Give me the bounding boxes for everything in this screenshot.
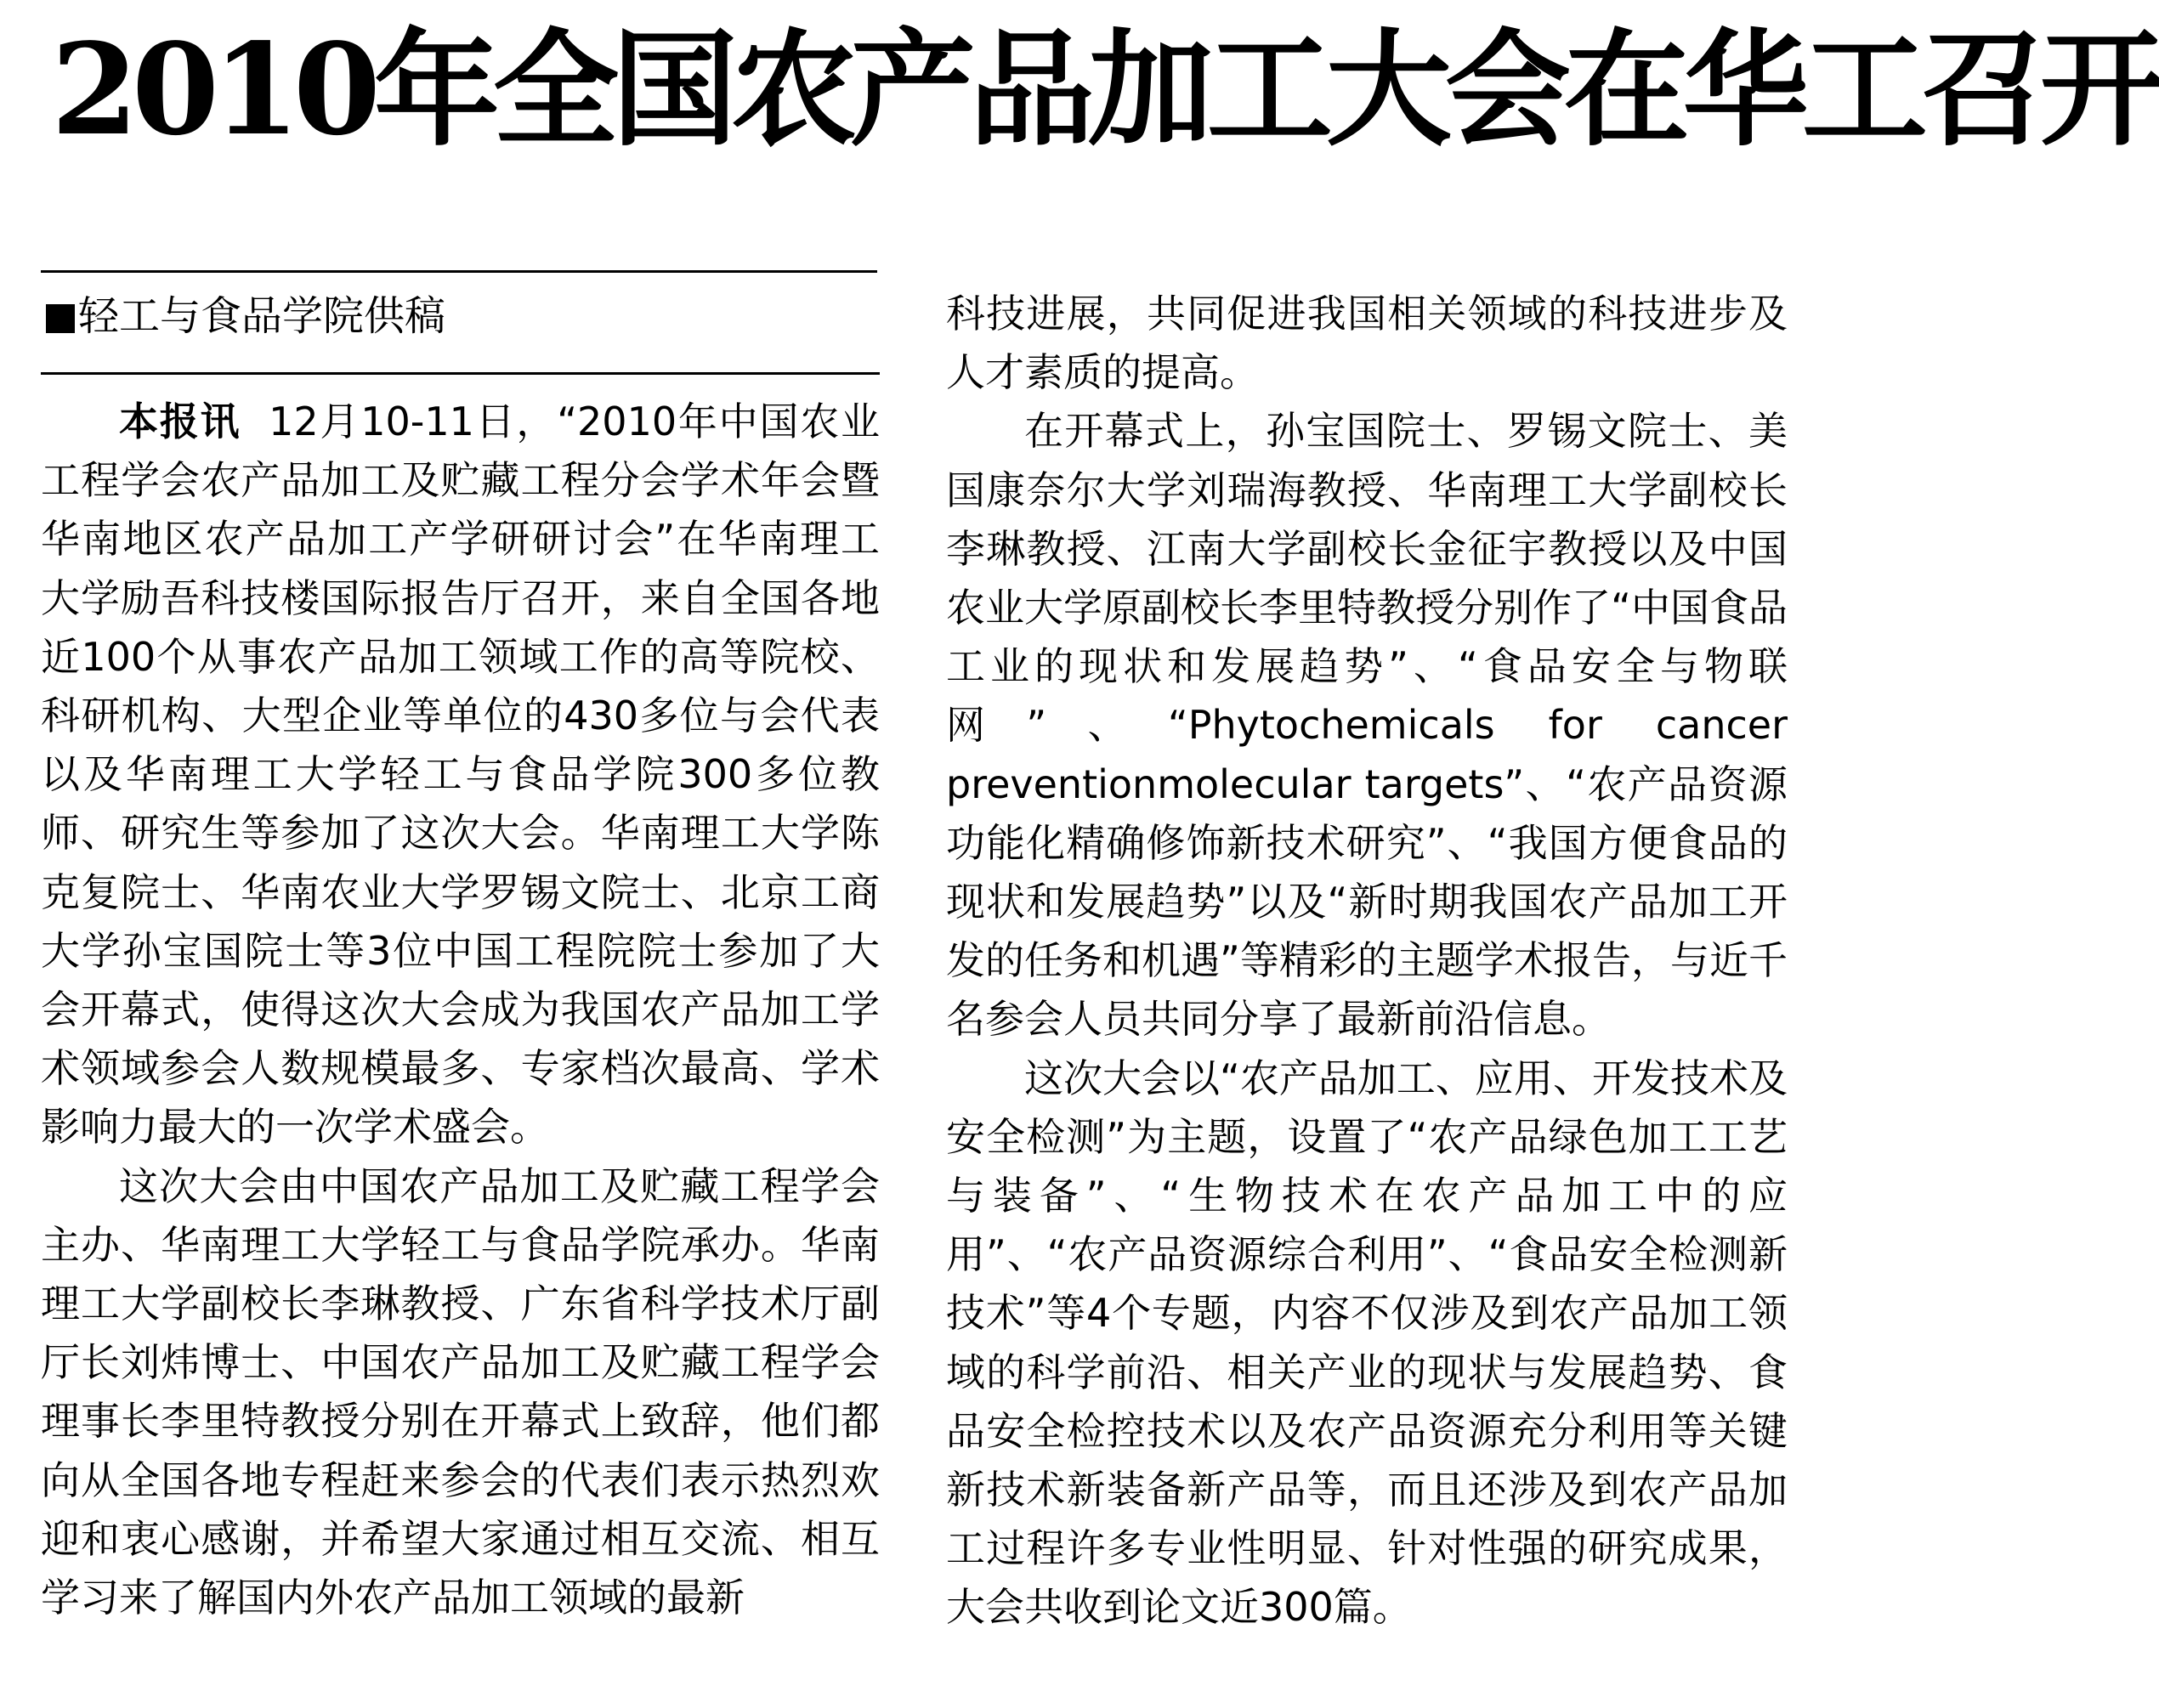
paragraph-2: 这次大会由中国农产品加工及贮藏工程学会主办、华南理工大学轻工与食品学院承办。华南理工大学副校长李琳教授、广东省科学技术厅副厅长刘炜博士、中国农产品加工及贮藏工程学会理事长李里特教授分别在开幕式上致辞，他们都向从全国各地专程赶来参会的代表们表示热烈欢迎和衷心感谢，并希望大家通过相互交流、相互学习来了解国内外农产品加工领域的最新	[41, 1162, 880, 1621]
byline-top-rule	[41, 270, 877, 273]
paragraph-4: 这次大会以“农产品加工、应用、开发技术及安全检测”为主题，设置了“农产品绿色加工工艺与装备”、“生物技术在农产品加工中的应用”、“农产品资源综合利用”、“食品安全检测新技术”等4个专题，内容不仅涉及到农产品加工领域的科学前沿、相关产业的现状与发展趋势、食品安全检控技术以及农产品资源充分利用等关键新技术新装备新产品等，而且还涉及到农产品加工过程许多专业性明显、针对性强的研究成果，大会共收到论文近300篇。	[946, 1055, 1788, 1631]
byline-bottom-rule	[41, 372, 880, 375]
byline-text: 轻工与食品学院供稿	[78, 292, 446, 340]
black-square-icon	[46, 304, 75, 333]
article-column-right	[946, 285, 1788, 1637]
article-column-left	[41, 393, 880, 1627]
paragraph-2-continued: 科技进展，共同促进我国相关领域的科技进步及人才素质的提高。	[946, 291, 1788, 396]
paragraph-1	[41, 393, 880, 1157]
paragraph-1-body: 12月10-11日，“2010年中国农业工程学会农产品加工及贮藏工程分会学术年会暨华南地区农产品加工产学研研讨会”在华南理工大学励吾科技楼国际报告厅召开，来自全国各地近100个从事农产品加工领域工作的高等院校、科研机构、大型企业等单位的430多位与会代表以及华南理工大学轻工与食品学院300多位教师、研究生等参加了这次大会。华南理工大学陈克复院士、华南农业大学罗锡文院士、北京工商大学孙宝国院士等3位中国工程院院士参加了大会开幕式，使得这次大会成为我国农产品加工学术领域参会人数规模最多、专家档次最高、学术影响力最大的一次学术盛会。	[41, 399, 880, 1151]
dateline-lead: 本报讯	[119, 399, 241, 444]
byline	[46, 291, 879, 342]
paragraph-3: 在开幕式上，孙宝国院士、罗锡文院士、美国康奈尔大学刘瑞海教授、华南理工大学副校长李琳教授、江南大学副校长金征宇教授以及中国农业大学原副校长李里特教授分别作了“中国食品工业的现状和发展趋势”、“食品安全与物联网”、“Phytochemicals for cancer preventionmolecular targets”、“农产品资源功能化精确修饰新技术研究”、“我国方便食品的现状和发展趋势”以及“新时期我国农产品加工开发的任务和机遇”等精彩的主题学术报告，与近千名参会人员共同分享了最新前沿信息。	[946, 408, 1788, 1043]
article-headline: 2010年全国农产品加工大会在华工召开	[51, 15, 2159, 163]
